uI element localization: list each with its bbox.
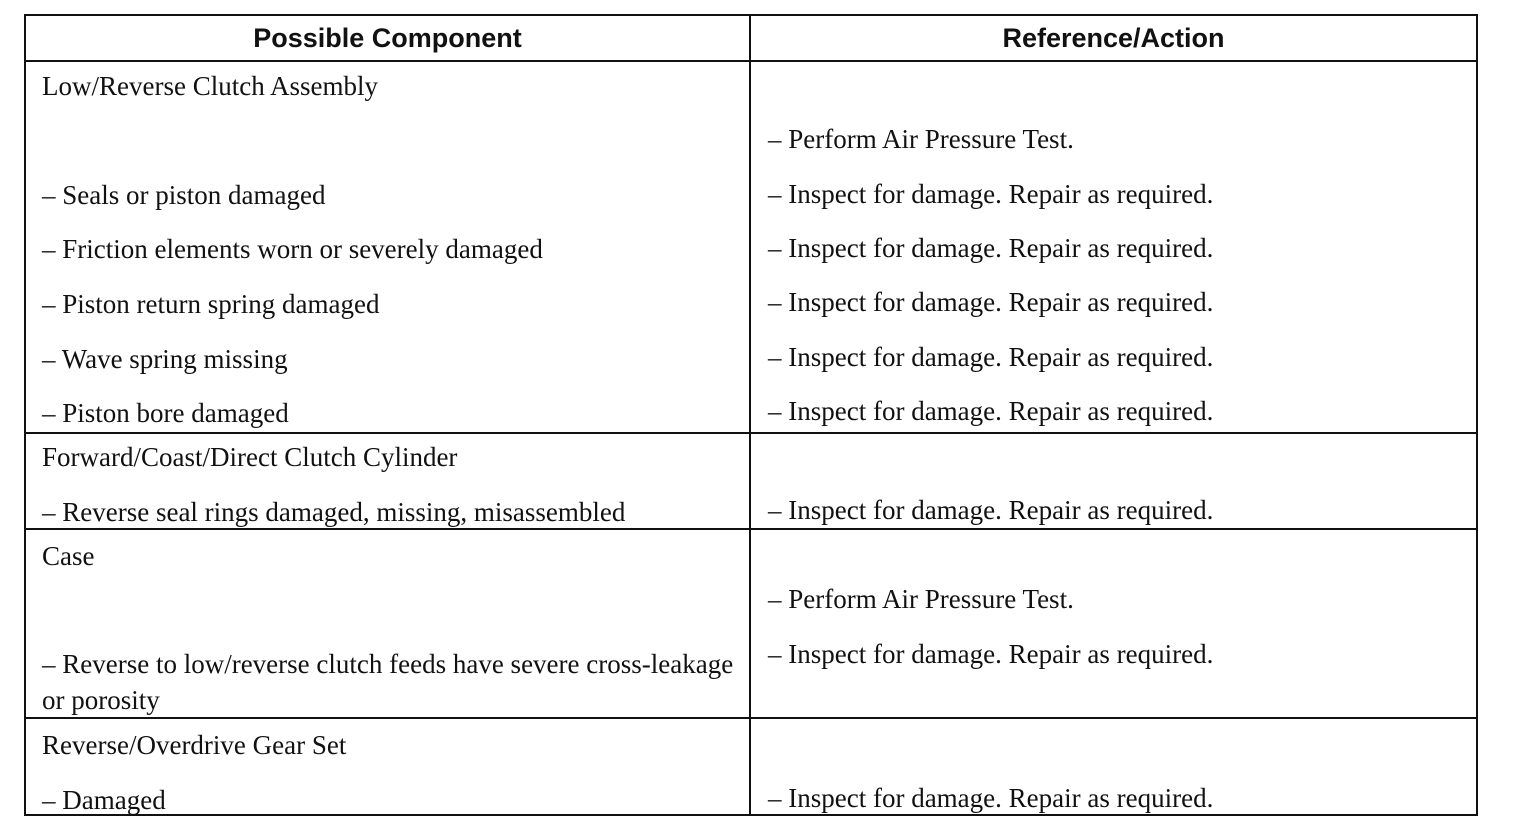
action-cell: – Inspect for damage. Repair as required.	[768, 179, 1214, 209]
component-cell: – Reverse to low/reverse clutch feeds have severe cross-leakage or porosity	[42, 649, 734, 715]
section-title: Forward/Coast/Direct Clutch Cylinder	[42, 442, 458, 472]
intro-action: – Perform Air Pressure Test.	[768, 584, 1074, 614]
action-cell: – Inspect for damage. Repair as required.	[768, 495, 1214, 525]
header-divider	[24, 60, 1478, 62]
header-possible-component: Possible Component	[253, 23, 522, 53]
section-divider	[24, 432, 1478, 434]
action-cell: – Inspect for damage. Repair as required.	[768, 342, 1214, 372]
component-cell: – Damaged	[42, 785, 166, 815]
section-title: Reverse/Overdrive Gear Set	[42, 730, 347, 760]
component-cell: – Piston bore damaged	[42, 398, 289, 428]
component-cell: – Piston return spring damaged	[42, 289, 380, 319]
action-cell: – Inspect for damage. Repair as required.	[768, 639, 1214, 669]
component-cell: – Reverse seal rings damaged, missing, misassembled	[42, 497, 626, 527]
component-cell: – Friction elements worn or severely damaged	[42, 234, 543, 264]
section-title: Case	[42, 541, 95, 571]
header-reference-action: Reference/Action	[1002, 23, 1225, 53]
component-cell: – Wave spring missing	[42, 344, 288, 374]
intro-action: – Perform Air Pressure Test.	[768, 124, 1074, 154]
action-cell: – Inspect for damage. Repair as required.	[768, 396, 1214, 426]
action-cell: – Inspect for damage. Repair as required.	[768, 783, 1214, 813]
action-cell: – Inspect for damage. Repair as required.	[768, 287, 1214, 317]
action-cell: – Inspect for damage. Repair as required.	[768, 233, 1214, 263]
component-cell: – Seals or piston damaged	[42, 180, 326, 210]
column-divider	[749, 14, 751, 816]
section-title: Low/Reverse Clutch Assembly	[42, 71, 378, 101]
